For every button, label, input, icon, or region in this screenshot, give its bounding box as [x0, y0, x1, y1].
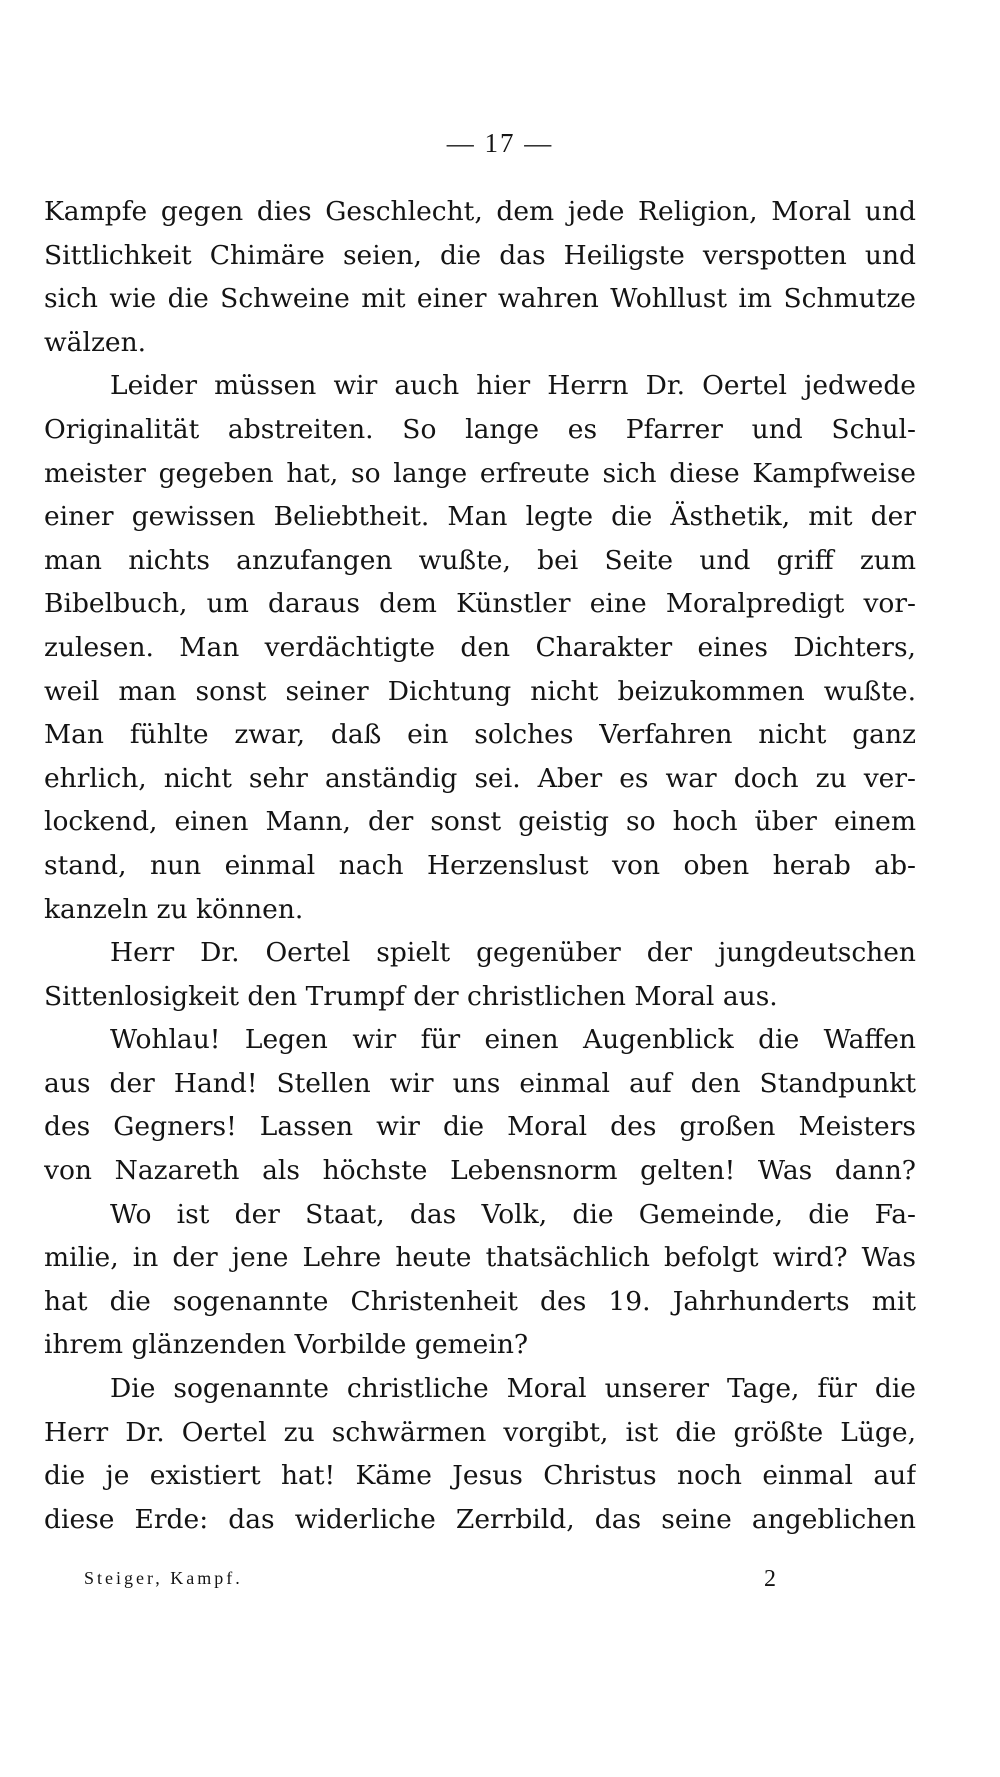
text-line: weil man sonst seiner Dichtung nicht beizukommen wußte.: [44, 675, 916, 707]
text-line: kanzeln zu können.: [44, 893, 304, 925]
text-line: von Nazareth als höchste Lebensnorm gelten! Was dann?: [44, 1155, 916, 1187]
text-line: Sittenlosigkeit den Trumpf der christlichen Moral aus.: [44, 980, 778, 1012]
paragraph: [44, 364, 916, 931]
text-line: Originalität abstreiten. So lange es Pfarrer und Schul-: [44, 413, 916, 445]
paragraph: [44, 1018, 916, 1192]
paragraph: [44, 931, 916, 1018]
text-line: Sittlichkeit Chimäre seien, die das Heiligste verspotten und: [44, 239, 916, 271]
text-line: Kampfe gegen dies Geschlecht, dem jede Religion, Moral und: [44, 196, 916, 227]
text-line: Leider müssen wir auch hier Herrn Dr. Oertel jedwede: [110, 370, 916, 402]
printer-signature: Steiger, Kampf.: [84, 1568, 243, 1588]
text-line: des Gegners! Lassen wir die Moral des großen Meisters: [44, 1111, 916, 1143]
text-line: Bibelbuch, um daraus dem Künstler eine Moralpredigt vor-: [44, 588, 916, 620]
sheet-signature-mark: 2: [764, 1566, 776, 1592]
text-line: Herr Dr. Oertel zu schwärmen vorgibt, ist die größte Lüge,: [44, 1416, 916, 1448]
text-line: ihrem glänzenden Vorbilde gemein?: [44, 1329, 529, 1361]
text-line: Man fühlte zwar, daß ein solches Verfahren nicht ganz: [44, 719, 916, 751]
body-text: [44, 190, 916, 1541]
text-line: Herr Dr. Oertel spielt gegenüber der jungdeutschen: [110, 937, 916, 969]
text-line: ehrlich, nicht sehr anständig sei. Aber es war doch zu ver-: [44, 762, 916, 794]
text-line: milie, in der jene Lehre heute thatsächlich befolgt wird? Was: [44, 1242, 916, 1274]
text-line: Die sogenannte christliche Moral unserer Tage, für die: [110, 1373, 916, 1405]
text-line: zulesen. Man verdächtigte den Charakter eines Dichters,: [44, 631, 916, 663]
text-line: stand, nun einmal nach Herzenslust von oben herab ab-: [44, 849, 916, 881]
paragraph: [44, 1193, 916, 1367]
text-line: hat die sogenannte Christenheit des 19. Jahrhunderts mit: [44, 1285, 916, 1317]
text-line: sich wie die Schweine mit einer wahren Wohllust im Schmutze: [44, 283, 916, 315]
paragraph: [44, 1367, 916, 1541]
page-footer: [84, 1566, 784, 1596]
text-line: einer gewissen Beliebtheit. Man legte die Ästhetik, mit der: [44, 501, 916, 533]
text-line: meister gegeben hat, so lange erfreute sich diese Kampfweise: [44, 457, 916, 489]
text-line: die je existiert hat! Käme Jesus Christus noch einmal auf: [44, 1460, 916, 1492]
paragraph: [44, 190, 916, 364]
text-line: Wo ist der Staat, das Volk, die Gemeinde, die Fa-: [110, 1198, 916, 1230]
page-number: — 17 —: [446, 128, 554, 158]
text-line: lockend, einen Mann, der sonst geistig so hoch über einem: [44, 806, 916, 838]
text-line: man nichts anzufangen wußte, bei Seite und griff zum: [44, 544, 916, 576]
text-line: wälzen.: [44, 326, 147, 358]
text-line: aus der Hand! Stellen wir uns einmal auf den Standpunkt: [44, 1067, 916, 1099]
text-line: diese Erde: das widerliche Zerrbild, das seine angeblichen: [44, 1503, 916, 1535]
text-line: Wohlau! Legen wir für einen Augenblick die Waffen: [110, 1024, 916, 1056]
